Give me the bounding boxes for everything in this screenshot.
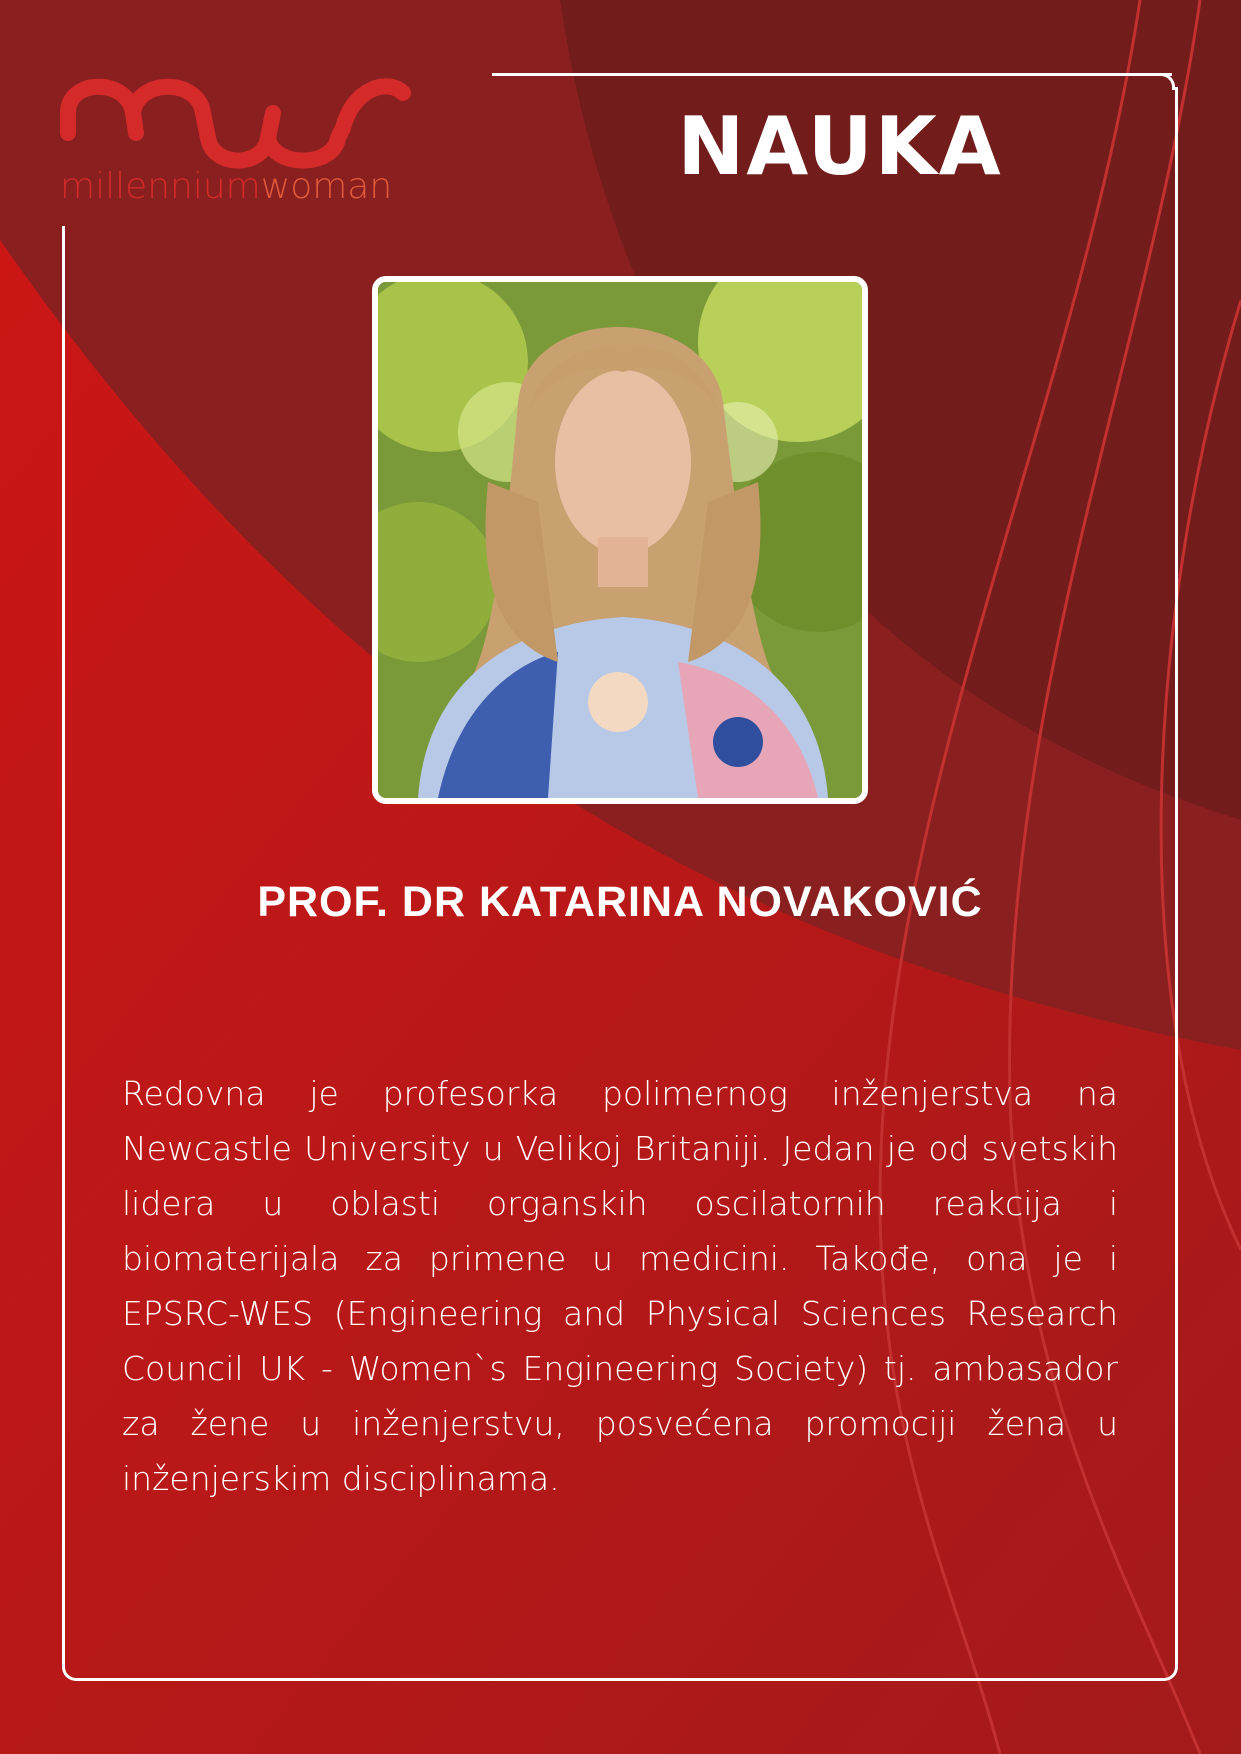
category-title: NAUKA xyxy=(677,100,1003,193)
frame-left xyxy=(62,226,65,1668)
frame-top xyxy=(492,73,1172,76)
svg-text:millenniumwoman xyxy=(60,166,392,207)
person-name: PROF. DR KATARINA NOVAKOVIĆ xyxy=(257,878,983,926)
biography-text: Redovna je profesorka polimernog inženjerstva na Newcastle University u Velikoj Britaniji. Jedan je od svetskih lidera u oblasti organskih oscilatornih reakcija i biomaterijala za primene u medicini. Takođe, ona je i EPSRC-WES (Engineering and Physical Sciences Research Council UK - Women`s Engineering Society) tj. ambasador za žene u inženjerstvu, posvećena promociji žena u inženjerskim disciplinama. xyxy=(122,1074,1118,1498)
mw-logo-icon xyxy=(58,58,458,208)
logo-text-millennium: millennium xyxy=(60,166,261,207)
frame-right xyxy=(1175,87,1178,1667)
portrait-photo xyxy=(372,276,868,804)
millennium-woman-logo xyxy=(58,58,458,208)
logo-text-woman: woman xyxy=(260,166,393,207)
frame-bottom xyxy=(76,1678,1164,1681)
